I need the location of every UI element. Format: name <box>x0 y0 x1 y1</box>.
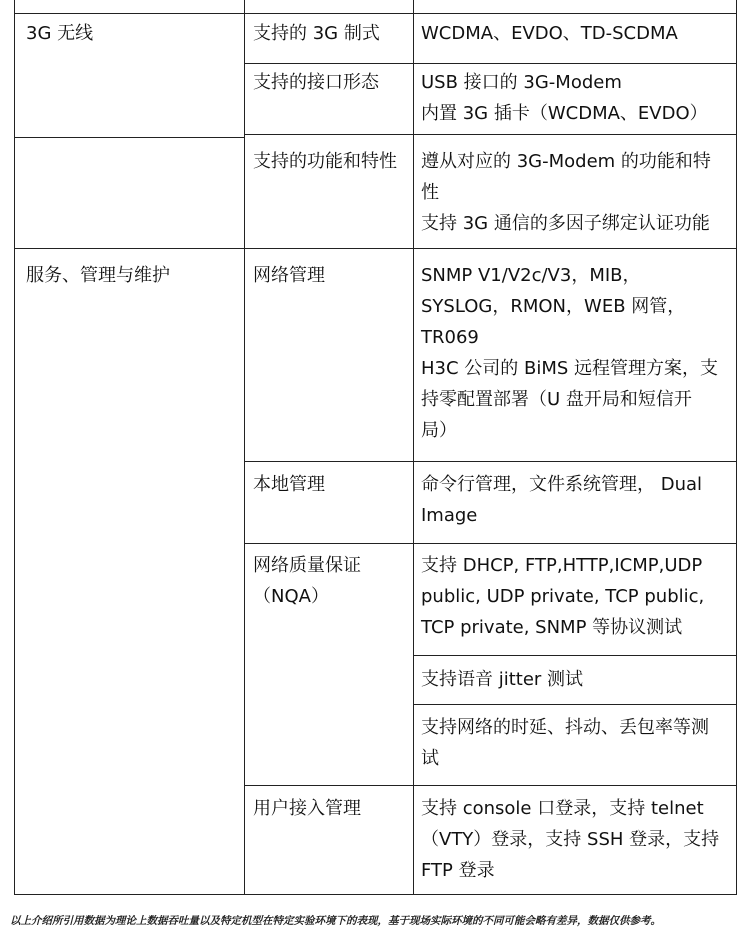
row-divider <box>244 461 737 462</box>
row-divider <box>14 137 245 138</box>
feature-cell: 支持的接口形态 <box>253 72 379 93</box>
description-cell: 遵从对应的 3G-Modem 的功能和特 性 支持 3G 通信的多因子绑定认证功能 <box>421 151 711 234</box>
feature-cell: 网络管理 <box>253 265 325 286</box>
feature-cell: 用户接入管理 <box>253 798 361 819</box>
description-cell: 命令行管理，文件系统管理， Dual Image <box>421 474 703 526</box>
feature-cell: 支持的 3G 制式 <box>253 23 380 44</box>
description-cell: 支持 DHCP, FTP,HTTP,ICMP,UDP public, UDP private, TCP public, TCP private, SNMP 等协议测试 <box>421 555 705 638</box>
row-divider <box>14 248 737 249</box>
disclaimer-footnote: 以上介绍所引用数据为理论上数据吞吐量以及特定机型在特定实验环境下的表现，基于现场实际环境的不同可能会略有差异，数据仅供参考。 <box>10 915 661 927</box>
row-divider <box>14 13 737 14</box>
description-cell: WCDMA、EVDO、TD-SCDMA <box>421 23 678 44</box>
feature-cell: 网络质量保证 （NQA） <box>253 555 361 607</box>
category-cell: 服务、管理与维护 <box>26 265 170 286</box>
category-cell: 3G 无线 <box>26 23 94 44</box>
feature-cell: 支持的功能和特性 <box>253 151 397 172</box>
description-cell: USB 接口的 3G-Modem 内置 3G 插卡（WCDMA、EVDO） <box>421 72 708 124</box>
row-divider <box>413 704 737 705</box>
row-divider <box>244 785 737 786</box>
feature-cell: 本地管理 <box>253 474 325 495</box>
description-cell: 支持语音 jitter 测试 <box>421 669 584 690</box>
row-divider <box>244 63 737 64</box>
description-cell: 支持网络的时延、抖动、丢包率等测 试 <box>421 717 709 769</box>
row-divider <box>413 655 737 656</box>
description-cell: SNMP V1/V2c/V3，MIB， SYSLOG，RMON，WEB 网管， TR069 H3C 公司的 BiMS 远程管理方案，支 持零配置部署（U 盘开局和短信开 局） <box>421 265 719 441</box>
row-divider <box>244 134 737 135</box>
table-border-left <box>14 0 15 895</box>
description-cell: 支持 console 口登录，支持 telnet （VTY）登录，支持 SSH 登录，支持 FTP 登录 <box>421 798 720 881</box>
table-border-bottom <box>14 894 737 895</box>
row-divider <box>244 543 737 544</box>
